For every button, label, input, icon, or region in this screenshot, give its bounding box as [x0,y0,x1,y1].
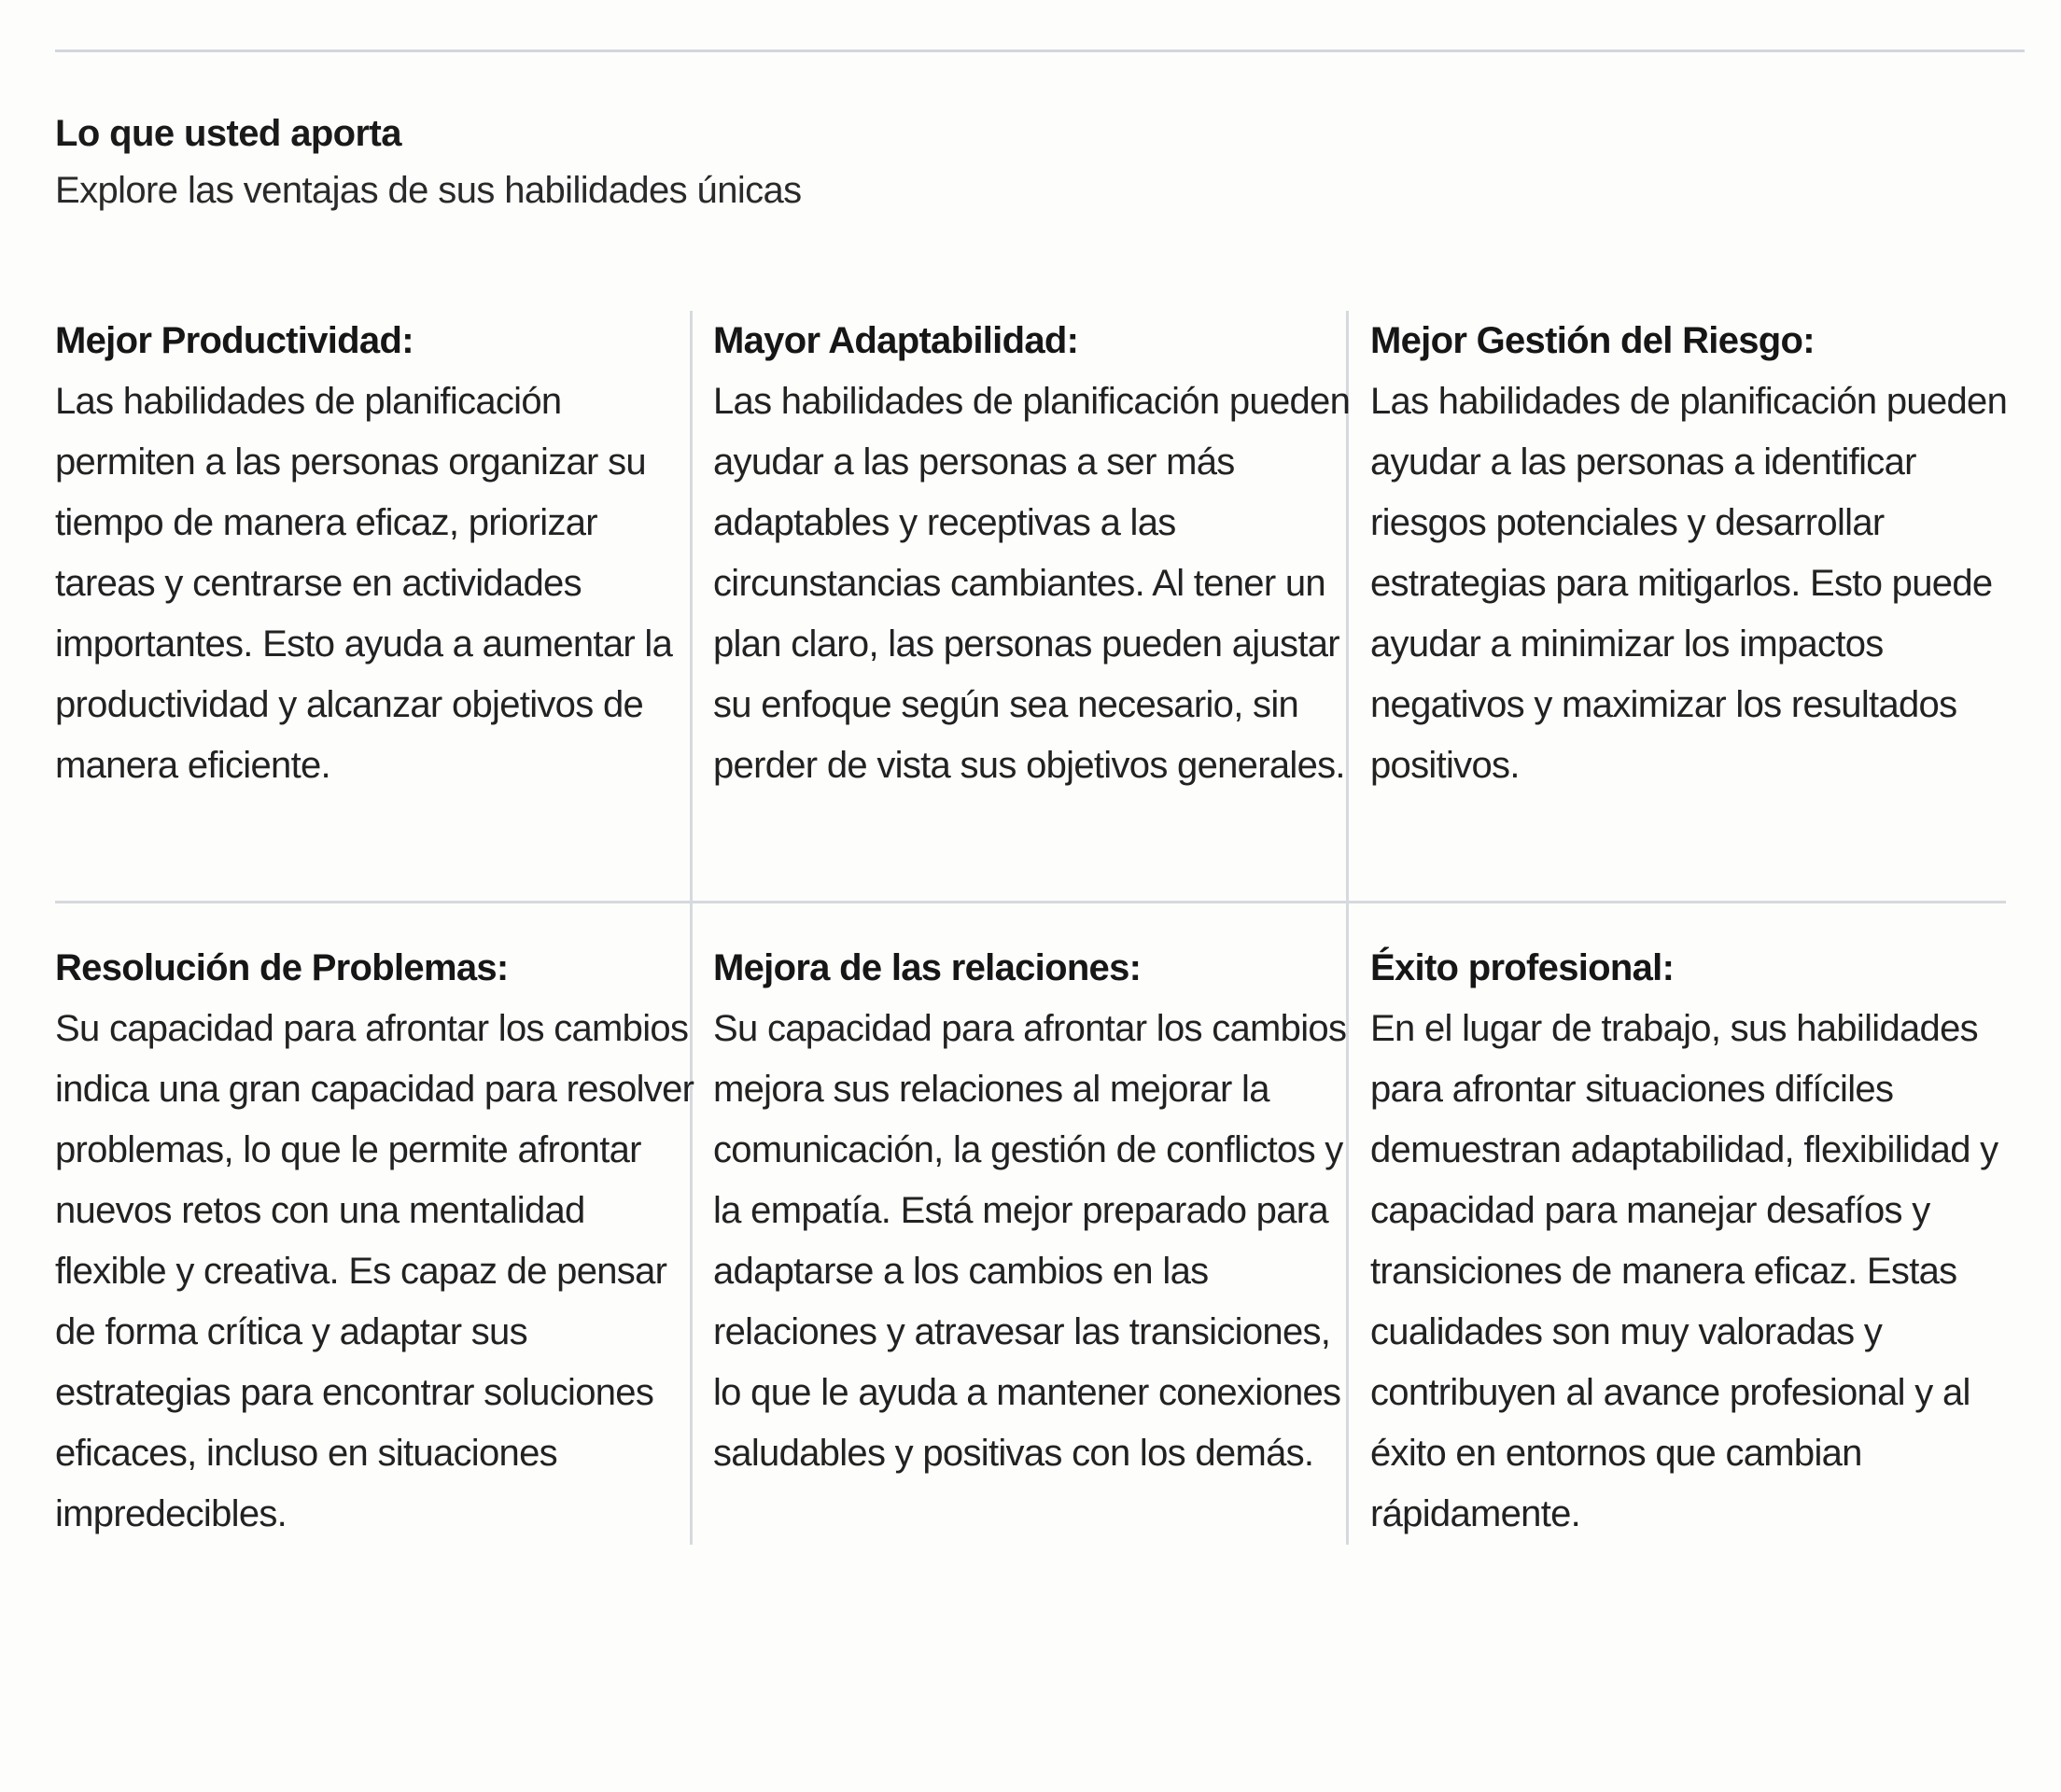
benefit-description: Su capacidad para afrontar los cambios indica una gran capacidad para resolver problemas, lo que le permite afrontar nuevos retos con una mentalidad flexible y creativa. Es capaz de pensar de forma crítica y adaptar sus estrategias para encontrar soluciones eficaces, incluso en situaciones impredecibles. [55,1008,694,1534]
benefit-description: Las habilidades de planificación permiten a las personas organizar su tiempo de manera eficaz, priorizar tareas y centrarse en actividades importantes. Esto ayuda a aumentar la productividad y alcanzar objetivos de manera eficiente. [55,381,673,786]
benefit-description: En el lugar de trabajo, sus habilidades para afrontar situaciones difíciles demuestran adaptabilidad, flexibilidad y capacidad para manejar desafíos y transiciones de manera eficaz. Estas cualidades son muy valoradas y contribuyen al avance profesional y al éxito en entornos que cambian rápidamente. [1370,1008,1998,1534]
benefit-title: Mejor Gestión del Riesgo: [1370,320,1815,361]
benefit-description: Las habilidades de planificación pueden ayudar a las personas a identificar riesgos potenciales y desarrollar estrategias para mitigarlos. Esto puede ayudar a minimizar los impactos negativos y maximizar los resultados positivos. [1370,381,2008,786]
benefit-title: Resolución de Problemas: [55,947,509,988]
benefit-card-adaptability [713,311,1357,796]
benefit-title: Mayor Adaptabilidad: [713,320,1079,361]
benefit-title: Mejora de las relaciones: [713,947,1142,988]
benefit-card-problem-solving [55,938,694,1545]
top-divider [55,49,2025,52]
benefit-description: Las habilidades de planificación pueden ayudar a las personas a ser más adaptables y receptivas a las circunstancias cambiantes. Al tener un plan claro, las personas pueden ajustar su enfoque según sea necesario, sin perder de vista sus objetivos generales. [713,381,1351,786]
benefit-description: Su capacidad para afrontar los cambios mejora sus relaciones al mejorar la comunicación, la gestión de conflictos y la empatía. Está mejor preparado para adaptarse a los cambios en las relaciones y atravesar las transiciones, lo que le ayuda a mantener conexiones saludables y positivas con los demás. [713,1008,1347,1474]
benefit-card-risk-management [1370,311,2014,796]
benefit-card-career-success [1370,938,2014,1545]
benefit-title: Mejor Productividad: [55,320,414,361]
benefits-grid [55,311,2006,1545]
section-header [55,105,1362,219]
benefit-title: Éxito profesional: [1370,947,1675,988]
row-divider [55,901,2006,903]
benefit-card-relationships [713,938,1357,1484]
page-title: Lo que usted aporta [55,113,401,154]
benefit-card-productivity [55,311,694,796]
page-subtitle: Explore las ventajas de sus habilidades únicas [55,170,802,211]
